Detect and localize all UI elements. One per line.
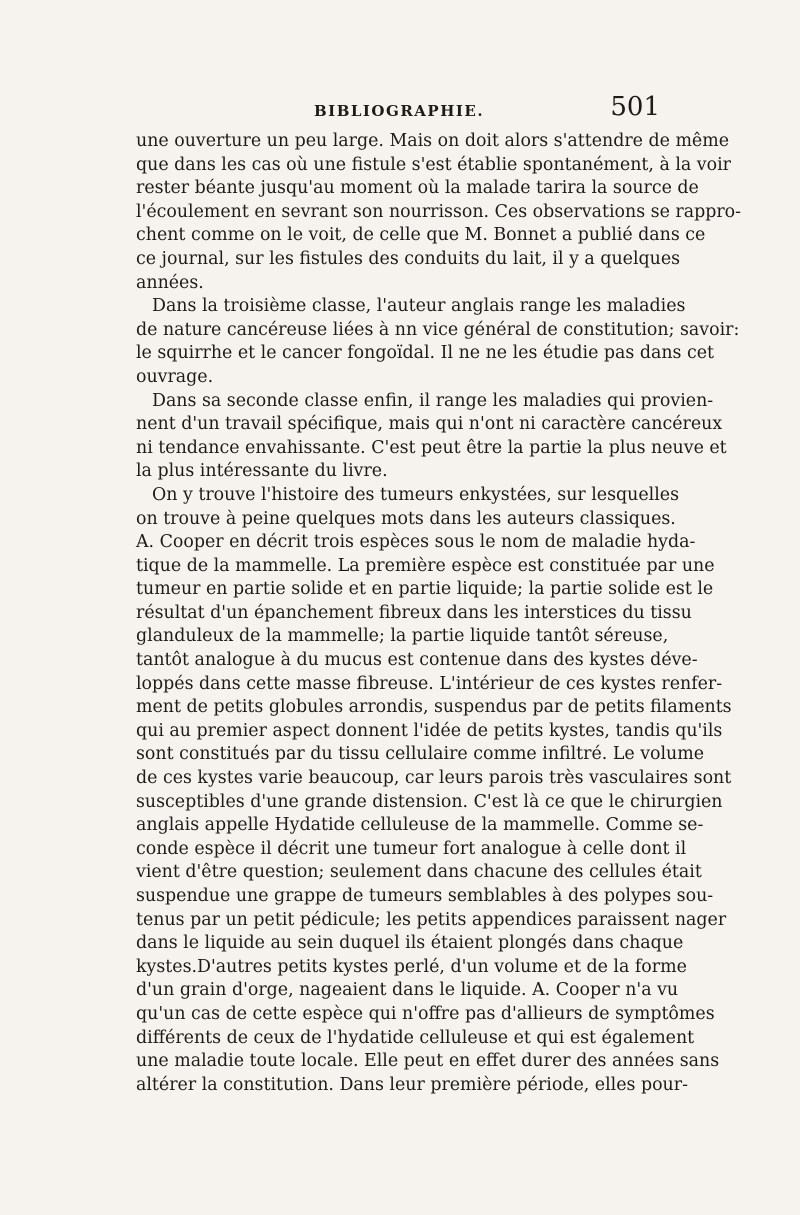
text-line: altérer la constitution. Dans leur première période, elles pour- bbox=[136, 1074, 688, 1095]
text-line: une maladie toute locale. Elle peut en effet durer des années sans bbox=[136, 1051, 720, 1072]
text-line: ni tendance envahissante. C'est peut être la partie la plus neuve et bbox=[136, 437, 727, 458]
text-line: ouvrage. bbox=[136, 366, 214, 387]
text-line: l'écoulement en sevrant son nourrisson. Ces observations se rappro- bbox=[136, 201, 742, 222]
text-line: sont constitués par du tissu cellulaire comme infiltré. Le volume bbox=[136, 744, 705, 765]
text-line: glanduleux de la mammelle; la partie liquide tantôt séreuse, bbox=[136, 626, 669, 647]
text-line: qui au premier aspect donnent l'idée de petits kystes, tandis qu'ils bbox=[136, 720, 723, 741]
text-line: ce journal, sur les fistules des conduits du lait, il y a quelques bbox=[136, 248, 681, 269]
text-line: chent comme on le voit, de celle que M. Bonnet a publié dans ce bbox=[136, 225, 706, 246]
text-line: que dans les cas où une fistule s'est établie spontanément, à la voir bbox=[136, 154, 731, 175]
text-line: de nature cancéreuse liées à nn vice général de constitution; savoir: bbox=[136, 319, 740, 340]
text-line: nent d'un travail spécifique, mais qui n'ont ni caractère cancéreux bbox=[136, 414, 723, 435]
text-line: d'un grain d'orge, nageaient dans le liquide. A. Cooper n'a vu bbox=[136, 980, 679, 1001]
running-title: BIBLIOGRAPHIE. bbox=[314, 102, 485, 120]
text-line: le squirrhe et le cancer fongoïdal. Il ne ne les étudie pas dans cet bbox=[136, 343, 715, 364]
text-line: tantôt analogue à du mucus est contenue dans des kystes déve- bbox=[136, 650, 698, 671]
text-line: tique de la mammelle. La première espèce est constituée par une bbox=[136, 555, 715, 576]
text-line: tumeur en partie solide et en partie liquide; la partie solide est le bbox=[136, 579, 714, 600]
text-line: loppés dans cette masse fibreuse. L'intérieur de ces kystes renfer- bbox=[136, 673, 723, 694]
text-line: suspendue une grappe de tumeurs semblables à des polypes sou- bbox=[136, 886, 714, 906]
text-line: Dans la troisième classe, l'auteur anglais range les maladies bbox=[152, 296, 686, 317]
text-line: résultat d'un épanchement fibreux dans les interstices du tissu bbox=[136, 602, 692, 623]
text-line: kystes.D'autres petits kystes perlé, d'un volume et de la forme bbox=[136, 956, 687, 977]
text-line: conde espèce il décrit une tumeur fort analogue à celle dont il bbox=[136, 838, 687, 859]
text-line: années. bbox=[136, 272, 204, 293]
text-line: différents de ceux de l'hydatide celluleuse et qui est également bbox=[136, 1027, 695, 1048]
text-line: dans le liquide au sein duquel ils étaient plongés dans chaque bbox=[136, 933, 684, 954]
text-line: susceptibles d'une grande distension. C'est là ce que le chirurgien bbox=[136, 791, 723, 812]
text-line: une ouverture un peu large. Mais on doit alors s'attendre de même bbox=[136, 131, 730, 151]
body-text bbox=[136, 130, 742, 1097]
text-line: qu'un cas de cette espèce qui n'offre pas d'allieurs de symptômes bbox=[136, 1003, 715, 1024]
page-header bbox=[136, 92, 660, 132]
text-line: ment de petits globules arrondis, suspendus par de petits filaments bbox=[136, 697, 732, 718]
text-line: A. Cooper en décrit trois espèces sous le nom de maladie hyda- bbox=[136, 532, 696, 553]
text-line: de ces kystes varie beaucoup, car leurs parois très vasculaires sont bbox=[136, 768, 732, 789]
paragraph-2 bbox=[136, 295, 740, 389]
text-line: la plus intéressante du livre. bbox=[136, 461, 388, 482]
text-line: On y trouve l'histoire des tumeurs enkystées, sur lesquelles bbox=[152, 484, 679, 505]
text-line: vient d'être question; seulement dans chacune des cellules était bbox=[136, 862, 702, 883]
paragraph-1 bbox=[136, 130, 742, 295]
text-line: on trouve à peine quelques mots dans les auteurs classiques. bbox=[136, 508, 676, 529]
paragraph-4 bbox=[136, 484, 732, 1097]
text-line: rester béante jusqu'au moment où la malade tarira la source de bbox=[136, 178, 699, 199]
text-line: anglais appelle Hydatide celluleuse de la mammelle. Comme se- bbox=[136, 815, 704, 836]
text-line: tenus par un petit pédicule; les petits appendices paraissent nager bbox=[136, 909, 727, 930]
page-number: 501 bbox=[610, 92, 660, 122]
paragraph-3 bbox=[136, 390, 727, 484]
text-line: Dans sa seconde classe enfin, il range les maladies qui provien- bbox=[152, 390, 714, 411]
